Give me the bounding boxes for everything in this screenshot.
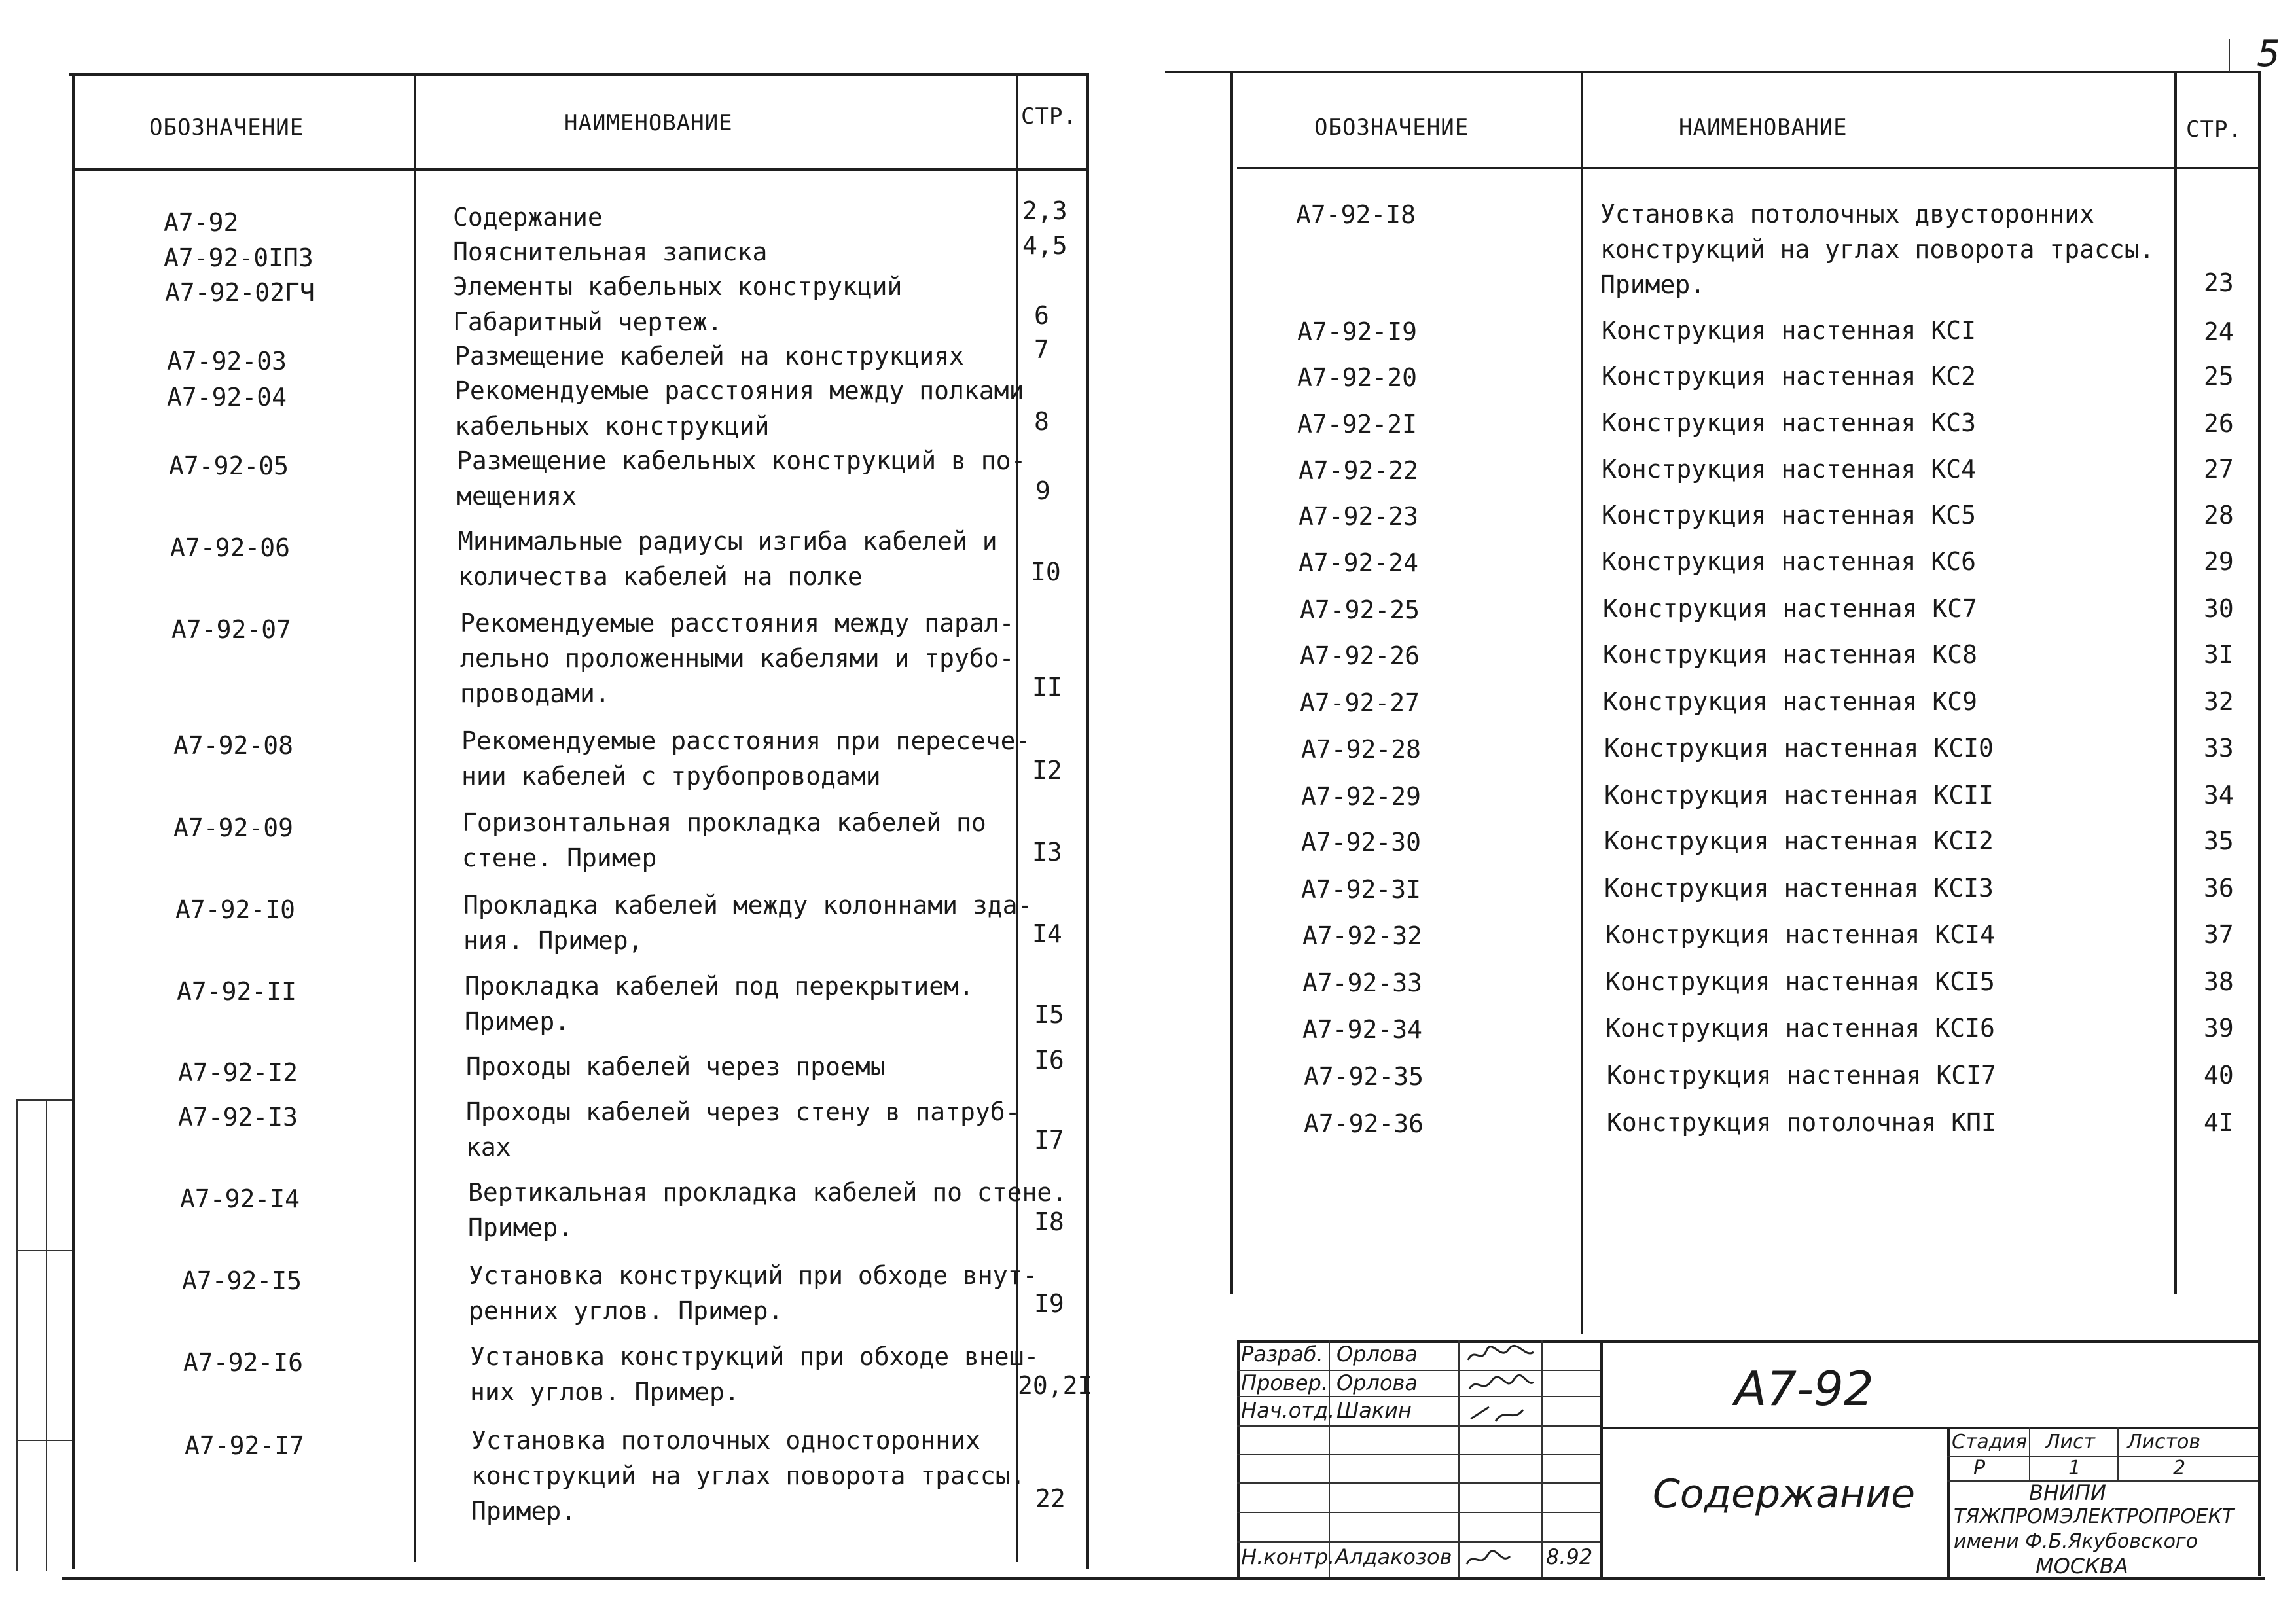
right-row-page: 23 [2204,268,2234,297]
left-row-page: 6 [1034,301,1049,330]
left-row-code: А7-92-I5 [182,1266,302,1295]
left-row-code: А7-92-08 [173,731,294,760]
document-title: Содержание [1653,1471,1916,1517]
binding-strip-rule-1 [16,1099,72,1101]
role-head-name: Шакин [1336,1398,1412,1423]
right-row-code: А7-92-29 [1301,782,1422,811]
left-row-code: А7-92-03 [167,347,287,376]
left-row-name: Проходы кабелей через проемы [466,1052,886,1081]
right-row-page: 35 [2204,827,2234,855]
title-stage-divider [1947,1427,1950,1577]
right-table-col-divider-2 [2174,71,2177,1294]
left-row-code: А7-92-07 [171,615,292,644]
sheets-label: Листов [2127,1431,2201,1454]
role-normcontrol-name: Алдакозов [1335,1544,1452,1569]
right-row-page: 32 [2204,687,2234,716]
sheet-number-tick [2229,39,2230,72]
stage-col-divider-1 [2029,1427,2030,1480]
left-row-page: II [1032,673,1062,702]
right-header-designation: ОБОЗНАЧЕНИЕ [1314,115,1469,141]
right-row-page: 30 [2204,594,2234,623]
left-row-name: Рекомендуемые расстояния между полками кабельных конструкций [455,376,1024,440]
right-row-code: А7-92-26 [1300,641,1420,670]
signature-checker [1469,1375,1534,1389]
left-row-code: А7-92 [164,208,239,237]
left-table-col-divider-1 [414,73,416,1562]
right-row-name: Конструкция настенная КСI7 [1607,1061,1996,1090]
left-row-name: Рекомендуемые расстояния при пересече- нии кабелей с трубопроводами [461,726,1031,791]
left-table-right-border [1086,73,1089,1569]
right-row-name: Конструкция настенная КС8 [1603,640,1977,669]
left-row-code: А7-92-02ГЧ [165,278,315,307]
right-row-code: А7-92-35 [1304,1062,1424,1091]
left-row-page: 20,2I [1018,1371,1093,1400]
role-checker-name: Орлова [1336,1370,1418,1395]
right-row-code: А7-92-36 [1304,1109,1424,1138]
right-row-page: 39 [2204,1014,2234,1043]
left-row-page: 4,5 [1022,231,1067,260]
org-line-4: МОСКВА [2036,1554,2128,1578]
right-row-code: А7-92-27 [1300,688,1420,717]
binding-strip-line-2 [46,1099,47,1571]
right-row-page: 24 [2204,317,2234,346]
right-table-col-divider-1 [1581,71,1583,1334]
left-row-name: Проходы кабелей через стену в патруб- ках [466,1097,1020,1162]
left-row-code: А7-92-I3 [178,1103,298,1132]
sheet-number: 5 [2257,33,2280,75]
sheet-value: 1 [2068,1457,2081,1480]
signature-head [1471,1407,1523,1421]
right-row-name: Конструкция настенная КС7 [1603,594,1977,623]
role-designer-name: Орлова [1336,1342,1418,1366]
left-row-page: I3 [1032,838,1062,866]
right-row-code: А7-92-32 [1302,921,1423,950]
left-row-code: А7-92-I6 [183,1348,304,1377]
right-row-page: 37 [2204,920,2234,949]
right-row-page: 36 [2204,874,2234,902]
left-row-name: Вертикальная прокладка кабелей по стене. Пример. [468,1178,1067,1242]
left-row-code: А7-92-I7 [185,1431,305,1460]
signature-marks [1463,1342,1538,1577]
org-line-3: имени Ф.Б.Якубовского [1954,1530,2198,1553]
signature-designer [1468,1346,1534,1360]
left-row-page: 9 [1035,476,1050,505]
right-row-page: 26 [2204,409,2234,438]
left-row-code: А7-92-I0 [175,895,296,924]
role-designer-label: Разраб. [1241,1342,1323,1366]
right-row-code: А7-92-2I [1297,410,1418,438]
right-table-right-border [2258,71,2261,1576]
left-header-designation: ОБОЗНАЧЕНИЕ [149,115,304,141]
left-row-code: А7-92-04 [167,383,287,412]
left-row-page: 22 [1035,1484,1066,1513]
stage-col-divider-2 [2117,1427,2119,1480]
right-row-code: А7-92-I8 [1296,200,1416,229]
org-line-2: ТЯЖПРОМЭЛЕКТРОПРОЕКТ [1954,1505,2234,1528]
right-row-page: 34 [2204,781,2234,810]
left-table-left-border [72,73,75,1569]
right-row-name: Конструкция настенная КСI3 [1604,874,1994,902]
right-table-left-border [1230,71,1233,1294]
right-row-name: Конструкция настенная КС5 [1602,501,1976,529]
role-checker-label: Провер. [1241,1370,1328,1395]
title-grid-h5 [1237,1482,1600,1484]
right-row-code: А7-92-28 [1301,735,1422,764]
left-row-code: А7-92-I4 [180,1185,300,1213]
right-row-code: А7-92-20 [1297,363,1418,392]
left-row-name: Горизонтальная прокладка кабелей по стене. Пример [462,808,986,872]
right-row-name: Конструкция настенная КСII [1604,781,1994,810]
normcontrol-date: 8.92 [1546,1544,1593,1569]
left-row-code: А7-92-09 [173,813,294,842]
right-row-name: Конструкция настенная КС9 [1603,687,1977,716]
right-row-page: 38 [2204,967,2234,996]
right-row-page: 4I [2204,1108,2234,1137]
right-row-name: Установка потолочных двусторонних конструкций на углах поворота трассы. Пример. [1600,200,2155,299]
left-row-name: Размещение кабелей на конструкциях [455,342,964,370]
right-row-name: Конструкция настенная КСI [1602,316,1976,345]
right-row-name: Конструкция настенная КСI6 [1605,1014,1995,1043]
right-row-name: Конструкция настенная КС6 [1602,547,1976,576]
left-row-page: 7 [1034,335,1049,364]
right-row-name: Конструкция настенная КС3 [1602,408,1976,437]
right-row-page: 29 [2204,547,2234,576]
left-row-code: А7-92-0IПЗ [164,243,314,272]
right-row-code: А7-92-34 [1302,1015,1423,1044]
left-row-page: I8 [1034,1207,1064,1236]
left-header-page: СТР. [1021,103,1077,130]
right-row-name: Конструкция настенная КС2 [1602,362,1976,391]
left-row-page: 2,3 [1022,196,1067,225]
sheets-value: 2 [2173,1457,2186,1480]
left-row-page: 8 [1034,407,1049,436]
left-row-name: Минимальные радиусы изгиба кабелей и количества кабелей на полке [458,527,997,591]
left-row-name: Установка конструкций при обходе внут- ренних углов. Пример. [469,1261,1038,1325]
right-row-page: 33 [2204,734,2234,762]
right-row-code: А7-92-3I [1301,875,1422,904]
sheet-label: Лист [2045,1431,2096,1454]
signature-normcontrol [1467,1551,1510,1564]
left-row-name: Элементы кабельных конструкций Габаритный чертеж. [453,272,903,336]
right-header-name: НАИМЕНОВАНИЕ [1679,115,1848,141]
left-header-name: НАИМЕНОВАНИЕ [564,110,733,136]
stage-label: Стадия [1952,1431,2028,1454]
binding-strip-rule-2 [16,1250,72,1251]
document-code: А7-92 [1734,1361,1874,1416]
right-row-code: А7-92-22 [1299,456,1419,485]
left-row-name: Содержание [453,203,603,232]
title-grid-v4 [1600,1340,1603,1577]
org-line-1: ВНИПИ [2029,1480,2106,1505]
right-row-code: А7-92-I9 [1297,317,1418,346]
right-row-code: А7-92-33 [1302,969,1423,997]
title-grid-h2 [1237,1396,1600,1397]
stage-value: Р [1973,1457,1986,1480]
right-row-name: Конструкция настенная КСI4 [1605,920,1995,949]
role-normcontrol-label: Н.контр. [1241,1544,1335,1569]
left-row-name: Пояснительная записка [453,238,768,266]
binding-strip-line-1 [16,1099,18,1571]
left-row-code: А7-92-06 [170,533,291,562]
left-table-top-border [69,73,1088,76]
left-row-page: I5 [1034,1000,1064,1029]
title-grid-h4 [1237,1454,1600,1455]
right-table-header-rule [1237,167,2258,169]
right-row-page: 28 [2204,501,2234,529]
right-row-code: А7-92-30 [1301,828,1422,857]
right-row-name: Конструкция настенная КСI2 [1604,827,1994,855]
left-row-page: I7 [1034,1126,1064,1154]
right-row-page: 3I [2204,640,2234,669]
right-row-code: А7-92-25 [1300,596,1420,624]
stage-header-rule [1947,1456,2258,1457]
left-row-name: Установка конструкций при обходе внеш- них углов. Пример. [470,1342,1039,1406]
left-table-header-rule [73,168,1089,171]
right-row-code: А7-92-23 [1299,502,1419,531]
left-row-page: I4 [1032,919,1062,948]
right-row-name: Конструкция настенная КСI5 [1605,967,1995,996]
right-row-code: А7-92-24 [1299,548,1419,577]
left-row-page: I0 [1031,558,1061,586]
left-row-name: Прокладка кабелей между колоннами зда- ния. Пример, [463,891,1033,955]
title-grid-h7 [1237,1541,1600,1543]
right-row-name: Конструкция настенная КС4 [1602,455,1976,484]
right-header-page: СТР. [2186,116,2242,143]
title-grid-h6 [1237,1512,1600,1513]
role-head-label: Нач.отд. [1241,1398,1335,1423]
left-row-name: Рекомендуемые расстояния между парал- лельно проложенными кабелями и трубо- проводами. [460,609,1014,708]
left-row-code: А7-92-II [177,977,297,1006]
right-row-name: Конструкция потолочная КПI [1607,1108,1996,1137]
right-row-name: Конструкция настенная КСI0 [1604,734,1994,762]
left-row-name: Установка потолочных односторонних конструкций на углах поворота трассы. Пример. [471,1426,1026,1525]
right-row-page: 25 [2204,362,2234,391]
right-table-top-border [1165,71,2258,73]
title-code-rule [1600,1427,2258,1429]
right-row-page: 27 [2204,455,2234,484]
right-row-page: 40 [2204,1061,2234,1090]
left-row-name: Прокладка кабелей под перекрытием. Пример. [465,972,974,1036]
left-row-code: А7-92-05 [169,452,289,480]
title-grid-h3 [1237,1425,1600,1427]
left-row-code: А7-92-I2 [178,1058,298,1087]
bottom-border [62,1577,2265,1580]
left-row-name: Размещение кабельных конструкций в по- мещениях [457,446,1026,510]
left-row-page: I6 [1034,1046,1064,1075]
left-row-page: I9 [1034,1289,1064,1318]
left-row-page: I2 [1032,756,1062,785]
binding-strip-rule-3 [16,1440,72,1441]
